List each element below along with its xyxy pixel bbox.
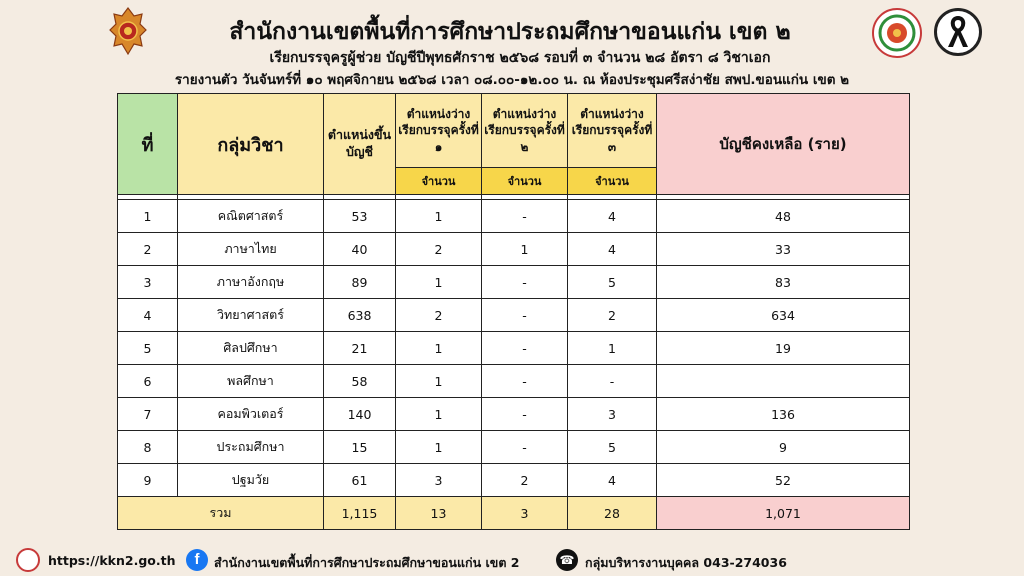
row-no: 1 bbox=[118, 200, 178, 233]
row-remaining: 83 bbox=[657, 266, 910, 299]
table-row bbox=[118, 266, 910, 299]
mourning-ribbon-icon bbox=[934, 8, 982, 56]
table-row bbox=[118, 200, 910, 233]
row-round3: 4 bbox=[568, 464, 657, 497]
contact-phone-text: กลุ่มบริหารงานบุคคล 043-274036 bbox=[585, 555, 787, 570]
row-round1: 1 bbox=[396, 398, 482, 431]
row-positions: 53 bbox=[324, 200, 396, 233]
facebook-icon[interactable]: f bbox=[186, 549, 208, 571]
header-positions bbox=[324, 94, 396, 195]
row-round2: - bbox=[482, 431, 568, 464]
row-no: 4 bbox=[118, 299, 178, 332]
header-positions-label: ตำแหน่งขึ้นบัญชี bbox=[327, 127, 392, 159]
total-round2: 3 bbox=[482, 497, 568, 530]
total-remaining: 1,071 bbox=[657, 497, 910, 530]
total-round1: 13 bbox=[396, 497, 482, 530]
row-round2: - bbox=[482, 365, 568, 398]
header-round1: ตำแหน่งว่างเรียกบรรจุครั้งที่ ๑ bbox=[396, 94, 482, 168]
row-round1: 1 bbox=[396, 431, 482, 464]
website-link[interactable]: https://kkn2.go.th bbox=[48, 553, 176, 568]
row-round2: - bbox=[482, 200, 568, 233]
page-header bbox=[0, 0, 1024, 92]
row-subject: ภาษาไทย bbox=[178, 233, 324, 266]
table-row bbox=[118, 233, 910, 266]
row-remaining: 52 bbox=[657, 464, 910, 497]
row-positions: 21 bbox=[324, 332, 396, 365]
page-subtitle-recruitment: เรียกบรรจุครูผู้ช่วย บัญชีปีพุทธศักราช ๒๕๖๘ รอบที่ ๓ จำนวน ๒๘ อัตรา ๘ วิชาเอก bbox=[269, 50, 771, 66]
row-round1: 2 bbox=[396, 299, 482, 332]
row-positions: 40 bbox=[324, 233, 396, 266]
row-round3: 5 bbox=[568, 266, 657, 299]
row-no: 8 bbox=[118, 431, 178, 464]
teacher-recruitment-table bbox=[117, 93, 910, 530]
row-subject: ปฐมวัย bbox=[178, 464, 324, 497]
row-remaining: 9 bbox=[657, 431, 910, 464]
row-round3: - bbox=[568, 365, 657, 398]
table-row bbox=[118, 332, 910, 365]
row-round2: 2 bbox=[482, 464, 568, 497]
row-subject: ศิลปศึกษา bbox=[178, 332, 324, 365]
row-round1: 3 bbox=[396, 464, 482, 497]
page-subtitle-report-schedule: รายงานตัว วันจันทร์ที่ ๑๐ พฤศจิกายน ๒๕๖๘ เวลา ๐๘.๐๐-๑๒.๐๐ น. ณ ห้องประชุมศรีสง่าชัย สพป.ขอนแก่น เขต ๒ bbox=[174, 72, 850, 88]
row-round1: 1 bbox=[396, 365, 482, 398]
row-positions: 89 bbox=[324, 266, 396, 299]
facebook-page-link[interactable]: สำนักงานเขตพื้นที่การศึกษาประถมศึกษาขอนแก่น เขต 2 bbox=[214, 555, 520, 570]
row-subject: วิทยาศาสตร์ bbox=[178, 299, 324, 332]
row-round2: - bbox=[482, 266, 568, 299]
row-round2: 1 bbox=[482, 233, 568, 266]
row-round1: 1 bbox=[396, 332, 482, 365]
table-row bbox=[118, 398, 910, 431]
row-subject: คณิตศาสตร์ bbox=[178, 200, 324, 233]
row-round2: - bbox=[482, 332, 568, 365]
row-round3: 4 bbox=[568, 233, 657, 266]
total-round3: 28 bbox=[568, 497, 657, 530]
row-remaining: 19 bbox=[657, 332, 910, 365]
row-positions: 638 bbox=[324, 299, 396, 332]
row-subject: คอมพิวเตอร์ bbox=[178, 398, 324, 431]
page-title: สำนักงานเขตพื้นที่การศึกษาประถมศึกษาขอนแก่น เขต ๒ bbox=[229, 19, 791, 45]
row-no: 5 bbox=[118, 332, 178, 365]
row-positions: 61 bbox=[324, 464, 396, 497]
row-round1: 1 bbox=[396, 200, 482, 233]
row-round3: 3 bbox=[568, 398, 657, 431]
row-no: 6 bbox=[118, 365, 178, 398]
row-no: 3 bbox=[118, 266, 178, 299]
row-no: 7 bbox=[118, 398, 178, 431]
row-subject: ภาษาอังกฤษ bbox=[178, 266, 324, 299]
table-row bbox=[118, 365, 910, 398]
header-remaining: บัญชีคงเหลือ (ราย) bbox=[657, 94, 910, 195]
row-subject: ประถมศึกษา bbox=[178, 431, 324, 464]
table-row bbox=[118, 431, 910, 464]
total-positions: 1,115 bbox=[324, 497, 396, 530]
row-positions: 15 bbox=[324, 431, 396, 464]
row-round1: 2 bbox=[396, 233, 482, 266]
header-subject: กลุ่มวิชา bbox=[178, 94, 324, 195]
header-no: ที่ bbox=[118, 94, 178, 195]
phone-icon: ☎ bbox=[556, 549, 578, 571]
row-remaining: 136 bbox=[657, 398, 910, 431]
table-row bbox=[118, 464, 910, 497]
header-round2: ตำแหน่งว่างเรียกบรรจุครั้งที่ ๒ bbox=[482, 94, 568, 168]
row-round2: - bbox=[482, 398, 568, 431]
page-footer bbox=[0, 545, 1024, 576]
row-remaining: 634 bbox=[657, 299, 910, 332]
row-round3: 1 bbox=[568, 332, 657, 365]
header-round3: ตำแหน่งว่างเรียกบรรจุครั้งที่ ๓ bbox=[568, 94, 657, 168]
row-positions: 140 bbox=[324, 398, 396, 431]
row-round3: 4 bbox=[568, 200, 657, 233]
office-logo-icon bbox=[16, 548, 40, 572]
row-remaining: 48 bbox=[657, 200, 910, 233]
header-count-round2: จำนวน bbox=[482, 168, 568, 195]
row-remaining bbox=[657, 365, 910, 398]
row-round3: 5 bbox=[568, 431, 657, 464]
row-remaining: 33 bbox=[657, 233, 910, 266]
row-subject: พลศึกษา bbox=[178, 365, 324, 398]
total-label: รวม bbox=[118, 497, 324, 530]
row-no: 9 bbox=[118, 464, 178, 497]
header-count-round3: จำนวน bbox=[568, 168, 657, 195]
office-seal-icon bbox=[872, 8, 922, 58]
row-round2: - bbox=[482, 299, 568, 332]
table-total-row bbox=[118, 497, 910, 530]
row-no: 2 bbox=[118, 233, 178, 266]
row-round3: 2 bbox=[568, 299, 657, 332]
table-row bbox=[118, 299, 910, 332]
header-count-round1: จำนวน bbox=[396, 168, 482, 195]
row-round1: 1 bbox=[396, 266, 482, 299]
row-positions: 58 bbox=[324, 365, 396, 398]
